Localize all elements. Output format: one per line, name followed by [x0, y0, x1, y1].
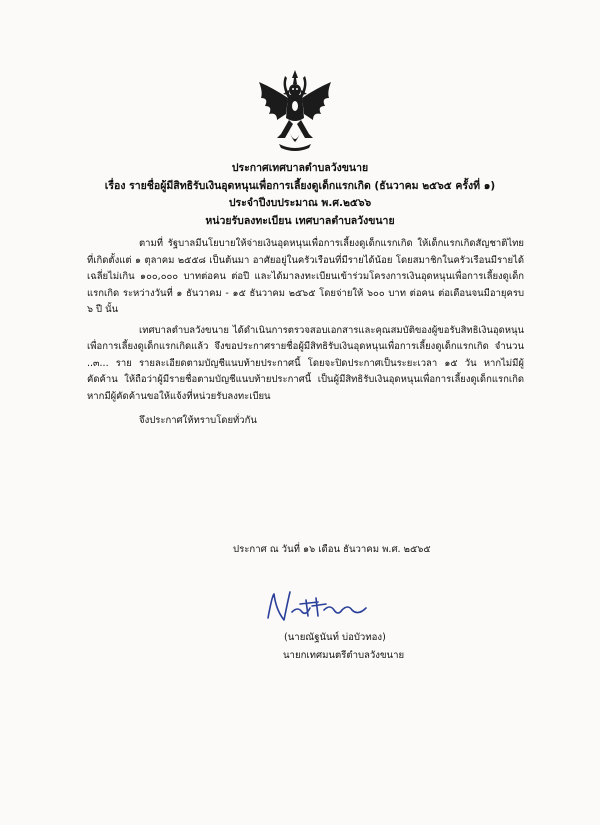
announcement-date: ประกาศ ณ วันที่ ๑๖ เดือน ธันวาคม พ.ศ. ๒๕๖๕	[233, 544, 431, 555]
signer-title: นายกเทศมนตรีตำบลวังขนาย	[283, 650, 405, 661]
registration-unit-line: หน่วยรับลงทะเบียน เทศบาลตำบลวังขนาย	[205, 214, 395, 227]
announcement-header	[0, 160, 600, 230]
fiscal-year-line: ประจำปีงบประมาณ พ.ศ.๒๕๖๖	[228, 197, 372, 209]
subject-title: เรื่อง รายชื่อผู้มีสิทธิรับเงินอุดหนุนเพื่อการเลี้ยงดูเด็กแรกเกิด (ธันวาคม ๒๕๖๕ ครั้งที่ ๑)	[104, 179, 496, 192]
body-paragraph-1: ตามที่ รัฐบาลมีนโยบายให้จ่ายเงินอุดหนุนเพื่อการเลี้ยงดูเด็กแรกเกิด ให้เด็กแรกเกิดสัญชาติไทยที่เกิดตั้งแต่ ๑ ตุลาคม ๒๕๕๘ เป็นต้นมา อาศัยอยู่ในครัวเรือนที่มีรายได้น้อย โดยสมาชิกในครัวเรือนมีรายได้เฉลี่ยไม่เกิน ๑๐๐,๐๐๐ บาทต่อคน ต่อปี และได้มาลงทะเบียนเข้าร่วมโครงการเงินอุดหนุนเพื่อการเลี้ยงดูเด็กแรกเกิด ระหว่างวันที่ ๑ ธันวาคม - ๑๕ ธันวาคม ๒๕๖๕ โดยจ่ายให้ ๖๐๐ บาท ต่อคน ต่อเดือนจนมีอายุครบ ๖ ปี นั้น	[87, 238, 524, 315]
signature	[262, 586, 372, 626]
body-paragraph-2: เทศบาลตำบลวังขนาย ได้ดำเนินการตรวจสอบเอกสารและคุณสมบัติของผู้ขอรับสิทธิเงินอุดหนุนเพื่อการเลี้ยงดูเด็กแรกเกิดแล้ว จึงขอประกาศรายชื่อผู้มีสิทธิรับเงินอุดหนุนเพื่อการเลี้ยงดูเด็กแรกเกิด จำนวน ..๓... ราย รายละเอียดตามบัญชีแนบท้ายประกาศนี้ โดยจะปิดประกาศเป็นระยะเวลา ๑๕ วัน หากไม่มีผู้คัดค้าน ให้ถือว่าผู้มีรายชื่อตามบัญชีแนบท้ายประกาศนี้ เป็นผู้มีสิทธิรับเงินอุดหนุนเพื่อการเลี้ยงดูเด็กแรกเกิด หากมีผู้คัดค้านขอให้แจ้งที่หน่วยรับลงทะเบียน	[87, 324, 524, 402]
body-paragraph-3: จึงประกาศให้ทราบโดยทั่วกัน	[139, 415, 257, 426]
signer-name: (นายณัฐนันท์ บ่อบัวทอง)	[284, 632, 386, 643]
announcement-body	[87, 236, 524, 430]
issuer-title: ประกาศเทศบาลตำบลวังขนาย	[231, 162, 369, 174]
garuda-emblem-icon	[255, 68, 335, 156]
